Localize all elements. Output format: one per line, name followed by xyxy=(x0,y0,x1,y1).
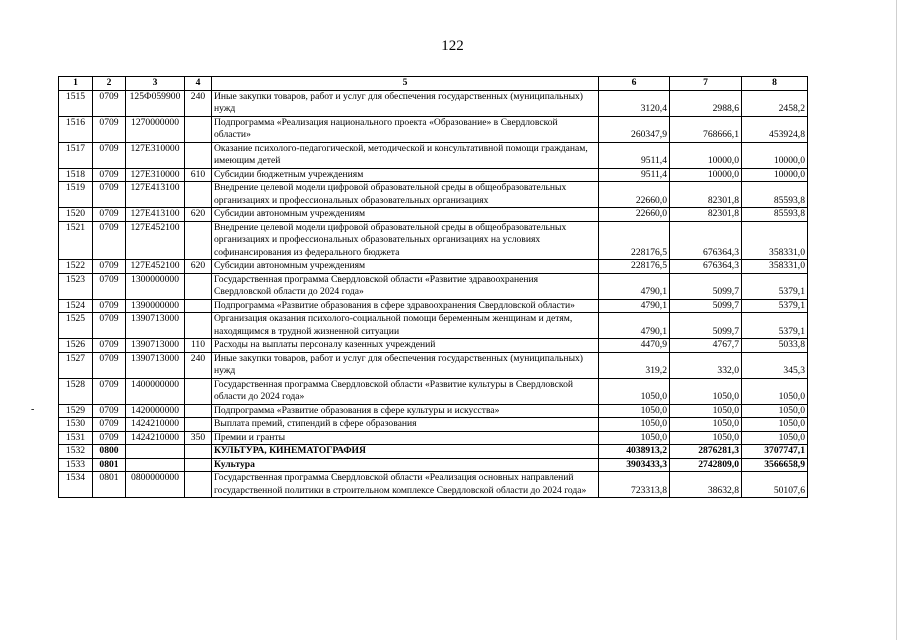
amount-col7-cell: 1050,0 xyxy=(670,418,742,432)
expense-type-cell xyxy=(185,313,212,339)
target-article-cell: 1424210000 xyxy=(126,431,185,445)
target-article-cell: 127Е413100 xyxy=(126,208,185,222)
amount-col6-cell: 9511,4 xyxy=(599,142,670,168)
header-col-5: 5 xyxy=(212,77,599,91)
expense-type-cell: 240 xyxy=(185,352,212,378)
expense-type-cell: 610 xyxy=(185,168,212,182)
amount-col6-cell: 1050,0 xyxy=(599,431,670,445)
scan-edge-line xyxy=(896,0,897,640)
row-number-cell: 1532 xyxy=(59,445,93,459)
row-number-cell: 1533 xyxy=(59,458,93,472)
description-cell: Субсидии бюджетным учреждениям xyxy=(212,168,599,182)
target-article-cell: 1390713000 xyxy=(126,339,185,353)
header-col-4: 4 xyxy=(185,77,212,91)
description-cell: Расходы на выплаты персоналу казенных учреждений xyxy=(212,339,599,353)
header-col-2: 2 xyxy=(93,77,126,91)
margin-mark: - xyxy=(31,404,35,415)
description-cell: Культура xyxy=(212,458,599,472)
row-number-cell: 1530 xyxy=(59,418,93,432)
expense-type-cell xyxy=(185,472,212,498)
amount-col6-cell: 1050,0 xyxy=(599,404,670,418)
expense-type-cell xyxy=(185,142,212,168)
amount-col8-cell: 2458,2 xyxy=(742,90,808,116)
section-code-cell: 0709 xyxy=(93,221,126,260)
amount-col7-cell: 82301,8 xyxy=(670,182,742,208)
amount-col7-cell: 2988,6 xyxy=(670,90,742,116)
target-article-cell: 1420000000 xyxy=(126,404,185,418)
amount-col6-cell: 1050,0 xyxy=(599,378,670,404)
amount-col8-cell: 358331,0 xyxy=(742,221,808,260)
expense-type-cell xyxy=(185,182,212,208)
target-article-cell: 127Е310000 xyxy=(126,168,185,182)
table-row xyxy=(59,404,808,418)
amount-col6-cell: 1050,0 xyxy=(599,418,670,432)
amount-col8-cell: 85593,8 xyxy=(742,208,808,222)
amount-col7-cell: 10000,0 xyxy=(670,168,742,182)
section-code-cell: 0709 xyxy=(93,182,126,208)
amount-col8-cell: 3707747,1 xyxy=(742,445,808,459)
section-code-cell: 0709 xyxy=(93,378,126,404)
row-number-cell: 1519 xyxy=(59,182,93,208)
target-article-cell: 1390000000 xyxy=(126,299,185,313)
target-article-cell: 1400000000 xyxy=(126,378,185,404)
table-row xyxy=(59,339,808,353)
amount-col8-cell: 3566658,9 xyxy=(742,458,808,472)
description-cell: Иные закупки товаров, работ и услуг для обеспечения государственных (муниципальных) нужд xyxy=(212,352,599,378)
table-row xyxy=(59,458,808,472)
page-number: 122 xyxy=(441,38,464,54)
expense-type-cell: 110 xyxy=(185,339,212,353)
table-row xyxy=(59,260,808,274)
table-row xyxy=(59,116,808,142)
expense-type-cell xyxy=(185,299,212,313)
amount-col6-cell: 22660,0 xyxy=(599,208,670,222)
row-number-cell: 1524 xyxy=(59,299,93,313)
budget-table xyxy=(58,76,808,498)
expense-type-cell: 620 xyxy=(185,260,212,274)
table-row xyxy=(59,142,808,168)
table-row xyxy=(59,378,808,404)
description-cell: Подпрограмма «Развитие образования в сфере культуры и искусства» xyxy=(212,404,599,418)
description-cell: Государственная программа Свердловской области «Развитие здравоохранения Свердловской области до 2024 года» xyxy=(212,273,599,299)
amount-col6-cell: 3120,4 xyxy=(599,90,670,116)
amount-col8-cell: 5379,1 xyxy=(742,273,808,299)
table-row xyxy=(59,299,808,313)
target-article-cell: 127Е452100 xyxy=(126,260,185,274)
amount-col8-cell: 1050,0 xyxy=(742,418,808,432)
row-number-cell: 1517 xyxy=(59,142,93,168)
row-number-cell: 1520 xyxy=(59,208,93,222)
amount-col7-cell: 1050,0 xyxy=(670,404,742,418)
description-cell: Субсидии автономным учреждениям xyxy=(212,260,599,274)
row-number-cell: 1531 xyxy=(59,431,93,445)
header-col-7: 7 xyxy=(670,77,742,91)
amount-col7-cell: 5099,7 xyxy=(670,313,742,339)
amount-col7-cell: 2876281,3 xyxy=(670,445,742,459)
expense-type-cell xyxy=(185,404,212,418)
table-row xyxy=(59,431,808,445)
amount-col6-cell: 4038913,2 xyxy=(599,445,670,459)
target-article-cell: 127Е413100 xyxy=(126,182,185,208)
target-article-cell: 1300000000 xyxy=(126,273,185,299)
section-code-cell: 0709 xyxy=(93,352,126,378)
expense-type-cell xyxy=(185,418,212,432)
table-row xyxy=(59,221,808,260)
target-article-cell: 1390713000 xyxy=(126,352,185,378)
target-article-cell: 1390713000 xyxy=(126,313,185,339)
row-number-cell: 1516 xyxy=(59,116,93,142)
amount-col6-cell: 4470,9 xyxy=(599,339,670,353)
table-row xyxy=(59,472,808,498)
target-article-cell: 127Е452100 xyxy=(126,221,185,260)
description-cell: Оказание психолого-педагогической, методической и консультативной помощи гражданам, имеющим детей xyxy=(212,142,599,168)
amount-col7-cell: 5099,7 xyxy=(670,299,742,313)
description-cell: Иные закупки товаров, работ и услуг для обеспечения государственных (муниципальных) нужд xyxy=(212,90,599,116)
header-col-1: 1 xyxy=(59,77,93,91)
description-cell: Внедрение целевой модели цифровой образовательной среды в общеобразовательных организациях и профессиональных образовательных организациях xyxy=(212,182,599,208)
table-row xyxy=(59,90,808,116)
table-row xyxy=(59,168,808,182)
amount-col7-cell: 768666,1 xyxy=(670,116,742,142)
amount-col7-cell: 676364,3 xyxy=(670,221,742,260)
target-article-cell: 127Е310000 xyxy=(126,142,185,168)
amount-col7-cell: 2742809,0 xyxy=(670,458,742,472)
amount-col6-cell: 260347,9 xyxy=(599,116,670,142)
table-body xyxy=(59,90,808,498)
target-article-cell: 125Ф059900 xyxy=(126,90,185,116)
expense-type-cell xyxy=(185,273,212,299)
amount-col8-cell: 50107,6 xyxy=(742,472,808,498)
amount-col6-cell: 4790,1 xyxy=(599,313,670,339)
section-code-cell: 0709 xyxy=(93,299,126,313)
amount-col7-cell: 4767,7 xyxy=(670,339,742,353)
amount-col6-cell: 4790,1 xyxy=(599,273,670,299)
section-code-cell: 0801 xyxy=(93,472,126,498)
expense-type-cell xyxy=(185,445,212,459)
table-row xyxy=(59,352,808,378)
amount-col7-cell: 10000,0 xyxy=(670,142,742,168)
amount-col6-cell: 228176,5 xyxy=(599,260,670,274)
section-code-cell: 0709 xyxy=(93,208,126,222)
description-cell: Организация оказания психолого-социальной помощи беременным женщинам и детям, находящимся в трудной жизненной ситуации xyxy=(212,313,599,339)
amount-col8-cell: 5033,8 xyxy=(742,339,808,353)
amount-col7-cell: 676364,3 xyxy=(670,260,742,274)
section-code-cell: 0709 xyxy=(93,339,126,353)
amount-col6-cell: 228176,5 xyxy=(599,221,670,260)
description-cell: Субсидии автономным учреждениям xyxy=(212,208,599,222)
header-col-8: 8 xyxy=(742,77,808,91)
section-code-cell: 0709 xyxy=(93,260,126,274)
amount-col8-cell: 1050,0 xyxy=(742,404,808,418)
expense-type-cell xyxy=(185,221,212,260)
row-number-cell: 1527 xyxy=(59,352,93,378)
description-cell: Внедрение целевой модели цифровой образовательной среды в общеобразовательных организациях и профессиональных образовательных организациях на условиях софинансирования из федерального бюджета xyxy=(212,221,599,260)
expense-type-cell xyxy=(185,116,212,142)
amount-col6-cell: 3903433,3 xyxy=(599,458,670,472)
section-code-cell: 0709 xyxy=(93,313,126,339)
expense-type-cell: 240 xyxy=(185,90,212,116)
row-number-cell: 1526 xyxy=(59,339,93,353)
expense-type-cell: 620 xyxy=(185,208,212,222)
table-row xyxy=(59,418,808,432)
header-col-6: 6 xyxy=(599,77,670,91)
section-code-cell: 0709 xyxy=(93,142,126,168)
amount-col8-cell: 85593,8 xyxy=(742,182,808,208)
amount-col8-cell: 5379,1 xyxy=(742,299,808,313)
section-code-cell: 0709 xyxy=(93,418,126,432)
row-number-cell: 1522 xyxy=(59,260,93,274)
amount-col7-cell: 82301,8 xyxy=(670,208,742,222)
section-code-cell: 0709 xyxy=(93,90,126,116)
amount-col7-cell: 5099,7 xyxy=(670,273,742,299)
description-cell: Выплата премий, стипендий в сфере образования xyxy=(212,418,599,432)
amount-col6-cell: 4790,1 xyxy=(599,299,670,313)
amount-col8-cell: 1050,0 xyxy=(742,431,808,445)
amount-col7-cell: 1050,0 xyxy=(670,378,742,404)
row-number-cell: 1525 xyxy=(59,313,93,339)
description-cell: КУЛЬТУРА, КИНЕМАТОГРАФИЯ xyxy=(212,445,599,459)
target-article-cell: 0800000000 xyxy=(126,472,185,498)
expense-type-cell: 350 xyxy=(185,431,212,445)
table-row xyxy=(59,273,808,299)
row-number-cell: 1518 xyxy=(59,168,93,182)
amount-col8-cell: 10000,0 xyxy=(742,142,808,168)
amount-col8-cell: 1050,0 xyxy=(742,378,808,404)
amount-col6-cell: 22660,0 xyxy=(599,182,670,208)
section-code-cell: 0709 xyxy=(93,431,126,445)
section-code-cell: 0709 xyxy=(93,273,126,299)
amount-col8-cell: 5379,1 xyxy=(742,313,808,339)
description-cell: Премии и гранты xyxy=(212,431,599,445)
row-number-cell: 1534 xyxy=(59,472,93,498)
amount-col8-cell: 345,3 xyxy=(742,352,808,378)
amount-col8-cell: 453924,8 xyxy=(742,116,808,142)
table-row xyxy=(59,445,808,459)
row-number-cell: 1529 xyxy=(59,404,93,418)
section-code-cell: 0801 xyxy=(93,458,126,472)
amount-col6-cell: 319,2 xyxy=(599,352,670,378)
expense-type-cell xyxy=(185,458,212,472)
target-article-cell xyxy=(126,458,185,472)
amount-col8-cell: 10000,0 xyxy=(742,168,808,182)
section-code-cell: 0800 xyxy=(93,445,126,459)
target-article-cell: 1424210000 xyxy=(126,418,185,432)
amount-col8-cell: 358331,0 xyxy=(742,260,808,274)
row-number-cell: 1523 xyxy=(59,273,93,299)
amount-col6-cell: 9511,4 xyxy=(599,168,670,182)
amount-col7-cell: 1050,0 xyxy=(670,431,742,445)
description-cell: Государственная программа Свердловской области «Развитие культуры в Свердловской области до 2024 года» xyxy=(212,378,599,404)
amount-col7-cell: 332,0 xyxy=(670,352,742,378)
table-row xyxy=(59,182,808,208)
description-cell: Государственная программа Свердловской области «Реализация основных направлений государственной политики в строительном комплексе Свердловской области до 2024 года» xyxy=(212,472,599,498)
section-code-cell: 0709 xyxy=(93,116,126,142)
row-number-cell: 1528 xyxy=(59,378,93,404)
description-cell: Подпрограмма «Развитие образования в сфере здравоохранения Свердловской области» xyxy=(212,299,599,313)
header-col-3: 3 xyxy=(126,77,185,91)
expense-type-cell xyxy=(185,378,212,404)
table-row xyxy=(59,208,808,222)
header-row xyxy=(59,77,808,91)
row-number-cell: 1521 xyxy=(59,221,93,260)
target-article-cell: 1270000000 xyxy=(126,116,185,142)
amount-col7-cell: 38632,8 xyxy=(670,472,742,498)
table-row xyxy=(59,313,808,339)
section-code-cell: 0709 xyxy=(93,404,126,418)
amount-col6-cell: 723313,8 xyxy=(599,472,670,498)
row-number-cell: 1515 xyxy=(59,90,93,116)
section-code-cell: 0709 xyxy=(93,168,126,182)
description-cell: Подпрограмма «Реализация национального проекта «Образование» в Свердловской области» xyxy=(212,116,599,142)
target-article-cell xyxy=(126,445,185,459)
